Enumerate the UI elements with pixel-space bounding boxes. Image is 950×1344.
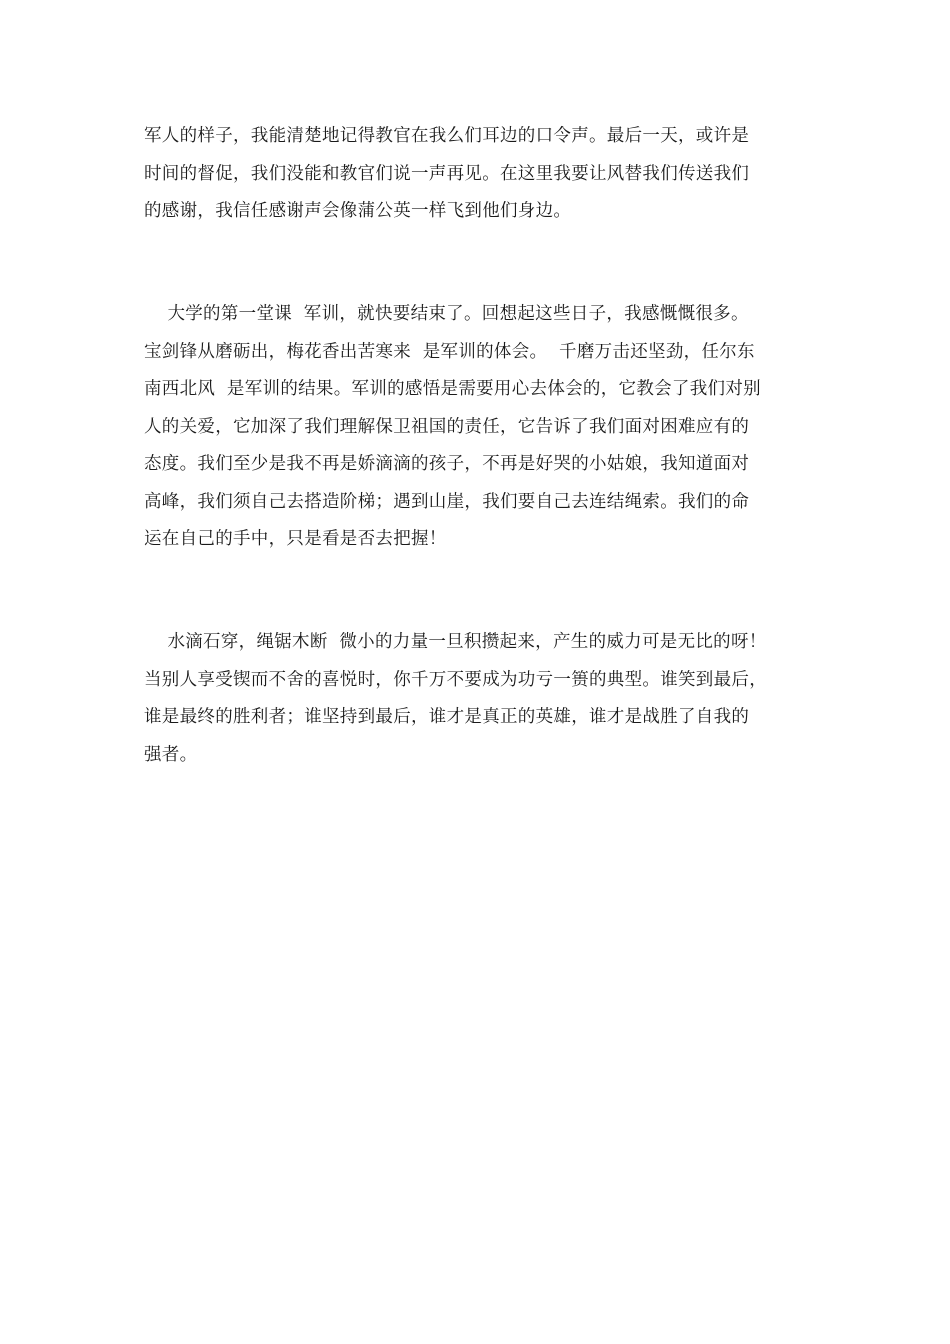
paragraph-line: 高峰，我们须自己去搭造阶梯；遇到山崖，我们要自己去连结绳索。我们的命	[144, 491, 750, 512]
paragraph-line: 军人的样子，我能清楚地记得教官在我么们耳边的口令声。最后一天，或许是	[144, 126, 750, 146]
paragraph-line: 运在自己的手中，只是看是否去把握！	[144, 529, 447, 549]
paragraph-1	[144, 118, 824, 231]
paragraph-3	[144, 624, 824, 774]
paragraph-line: 时间的督促，我们没能和教官们说一声再见。在这里我要让风替我们传送我们	[144, 163, 750, 184]
paragraph-line: 南西北风 是军训的结果。军训的感悟是需要用心去体会的，它教会了我们对别	[144, 379, 761, 399]
paragraph-line: 大学的第一堂课 军训，就快要结束了。回想起这些日子，我感慨慨很多。	[144, 304, 749, 324]
paragraph-2	[144, 296, 824, 559]
paragraph-line: 当别人享受锲而不舍的喜悦时，你千万不要成为功亏一篑的典型。谁笑到最后，	[144, 669, 767, 690]
paragraph-line: 宝剑锋从磨砺出，梅花香出苦寒来 是军训的体会。 千磨万击还坚劲，任尔东	[144, 341, 755, 362]
paragraph-line: 谁是最终的胜利者；谁坚持到最后，谁才是真正的英雄，谁才是战胜了自我的	[144, 707, 750, 727]
paragraph-line: 态度。我们至少是我不再是娇滴滴的孩子，不再是好哭的小姑娘，我知道面对	[144, 454, 750, 474]
paragraph-line: 强者。	[144, 744, 198, 765]
paragraph-line: 的感谢，我信任感谢声会像蒲公英一样飞到他们身边。	[144, 201, 572, 221]
paragraph-line: 水滴石穿，绳锯木断 微小的力量一旦积攒起来，产生的威力可是无比的呀！	[144, 632, 767, 652]
paragraph-line: 人的关爱，它加深了我们理解保卫祖国的责任，它告诉了我们面对困难应有的	[144, 416, 750, 437]
